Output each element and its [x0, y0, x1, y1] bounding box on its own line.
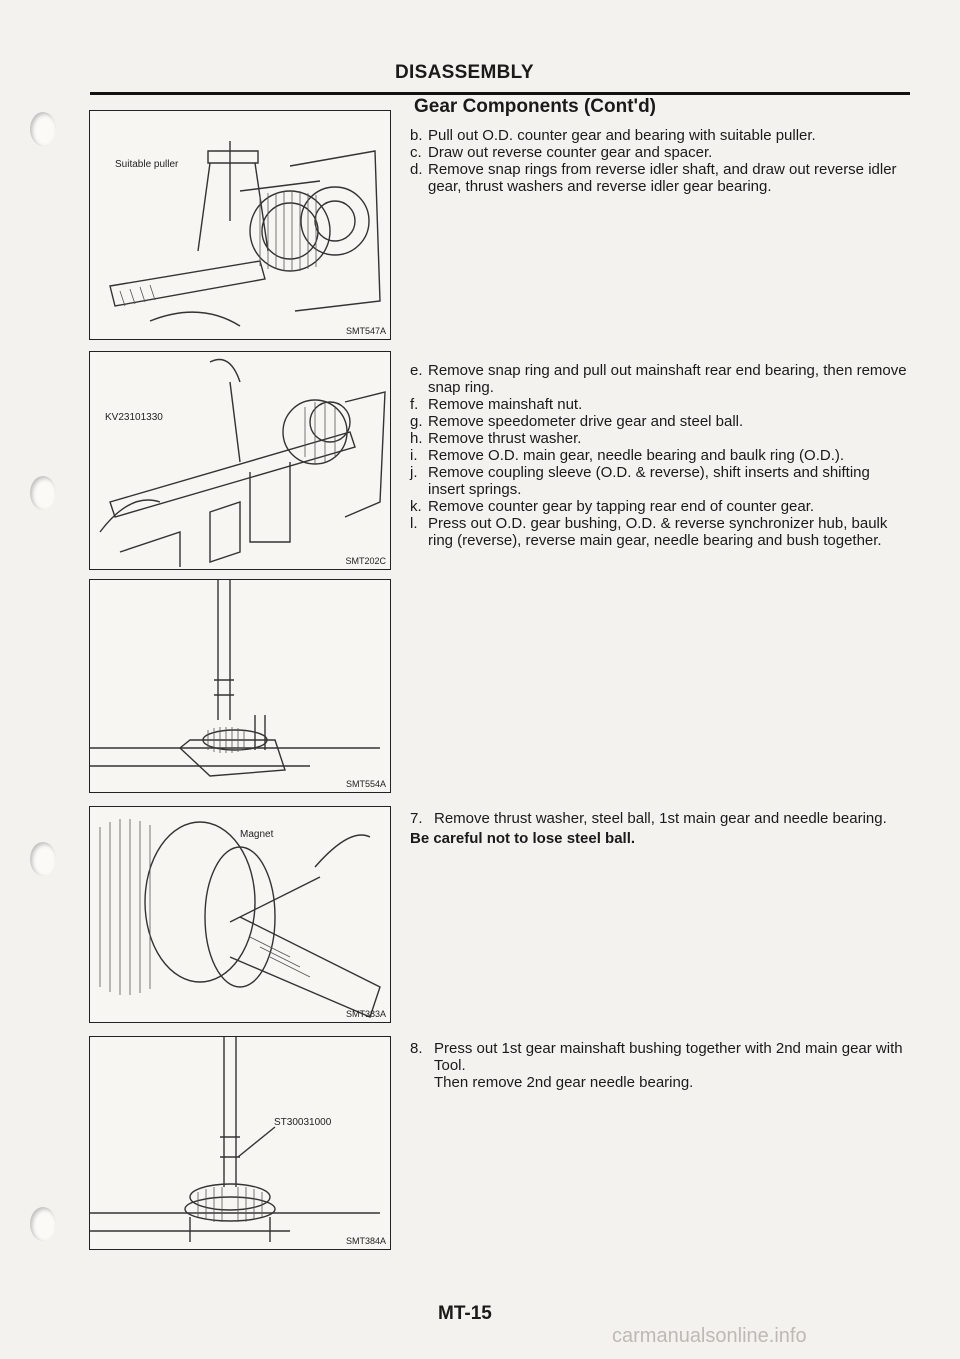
kv-tool-illustration	[90, 352, 390, 569]
step-item	[410, 396, 910, 413]
page-number: MT-15	[438, 1303, 492, 1324]
step-item	[410, 362, 910, 396]
figure-st-tool	[89, 1036, 391, 1250]
callout-label: Magnet	[240, 829, 274, 840]
figure-press-shaft	[89, 579, 391, 793]
callout-label: Suitable puller	[115, 159, 179, 170]
figure-code: SMT383A	[345, 1009, 386, 1019]
step-item	[410, 430, 910, 447]
steps-block-2	[410, 362, 910, 549]
callout-label: ST30031000	[274, 1117, 332, 1128]
step-item	[410, 161, 910, 195]
step-label: c.	[410, 144, 422, 161]
step-label: h.	[410, 430, 423, 447]
figure-code: SMT202C	[345, 556, 386, 566]
step-item	[410, 515, 910, 549]
figure-code: SMT547A	[345, 326, 386, 336]
step-label: 8.	[410, 1040, 423, 1057]
figure-puller	[89, 110, 391, 340]
step-label: e.	[410, 362, 423, 379]
step-text-continued: Then remove 2nd gear needle bearing.	[434, 1074, 694, 1091]
binder-hole	[30, 476, 56, 510]
step-text: Remove thrust washer.	[428, 430, 582, 447]
step-label: l.	[410, 515, 418, 532]
binder-hole	[30, 842, 56, 876]
step-text: Remove counter gear by tapping rear end of counter gear.	[428, 498, 815, 515]
header-rule	[90, 92, 910, 95]
section-title: Gear Components (Cont'd)	[414, 96, 657, 117]
step-label: i.	[410, 447, 418, 464]
step-text: Pull out O.D. counter gear and bearing with suitable puller.	[428, 127, 816, 144]
step-text: Press out O.D. gear bushing, O.D. & reverse synchronizer hub, baulk ring (reverse), reverse main gear, needle bearing and bush together.	[428, 515, 888, 549]
step-text: Remove mainshaft nut.	[428, 396, 583, 413]
warning-note: Be careful not to lose steel ball.	[410, 830, 636, 847]
step-8-block	[410, 1040, 910, 1091]
step-item	[410, 447, 910, 464]
figure-magnet	[89, 806, 391, 1023]
step-item	[410, 127, 910, 144]
step-text: Press out 1st gear mainshaft bushing together with 2nd main gear with Tool.	[434, 1040, 903, 1074]
watermark: carmanualsonline.info	[612, 1325, 807, 1347]
step-item	[410, 810, 910, 827]
step-label: f.	[410, 396, 419, 413]
step-item	[410, 1040, 910, 1091]
puller-illustration	[90, 111, 390, 339]
step-item	[410, 413, 910, 430]
step-text: Remove snap ring and pull out mainshaft rear end bearing, then remove snap ring.	[428, 362, 907, 396]
step-label: b.	[410, 127, 423, 144]
step-7-block	[410, 810, 910, 847]
step-label: k.	[410, 498, 422, 515]
step-item	[410, 498, 910, 515]
step-text: Remove O.D. main gear, needle bearing and baulk ring (O.D.).	[428, 447, 845, 464]
step-label: d.	[410, 161, 423, 178]
figure-code: SMT384A	[345, 1236, 386, 1246]
steps-block-1	[410, 127, 910, 195]
figure-kv-tool	[89, 351, 391, 570]
binder-hole	[30, 112, 56, 146]
step-text: Remove coupling sleeve (O.D. & reverse), shift inserts and shifting insert springs.	[428, 464, 870, 498]
step-item	[410, 144, 910, 161]
step-label: 7.	[410, 810, 423, 827]
step-text: Remove snap rings from reverse idler shaft, and draw out reverse idler gear, thrust washers and reverse idler gear bearing.	[428, 161, 897, 195]
press-shaft-illustration	[90, 580, 390, 792]
step-label: g.	[410, 413, 423, 430]
callout-label: KV23101330	[105, 412, 163, 423]
step-text: Remove thrust washer, steel ball, 1st main gear and needle bearing.	[434, 810, 887, 827]
step-label: j.	[410, 464, 418, 481]
step-text: Remove speedometer drive gear and steel ball.	[428, 413, 744, 430]
figure-code: SMT554A	[345, 779, 386, 789]
st-tool-illustration	[90, 1037, 390, 1249]
step-item	[410, 464, 910, 498]
binder-hole	[30, 1207, 56, 1241]
page-header: DISASSEMBLY	[395, 62, 534, 83]
step-text: Draw out reverse counter gear and spacer.	[428, 144, 713, 161]
